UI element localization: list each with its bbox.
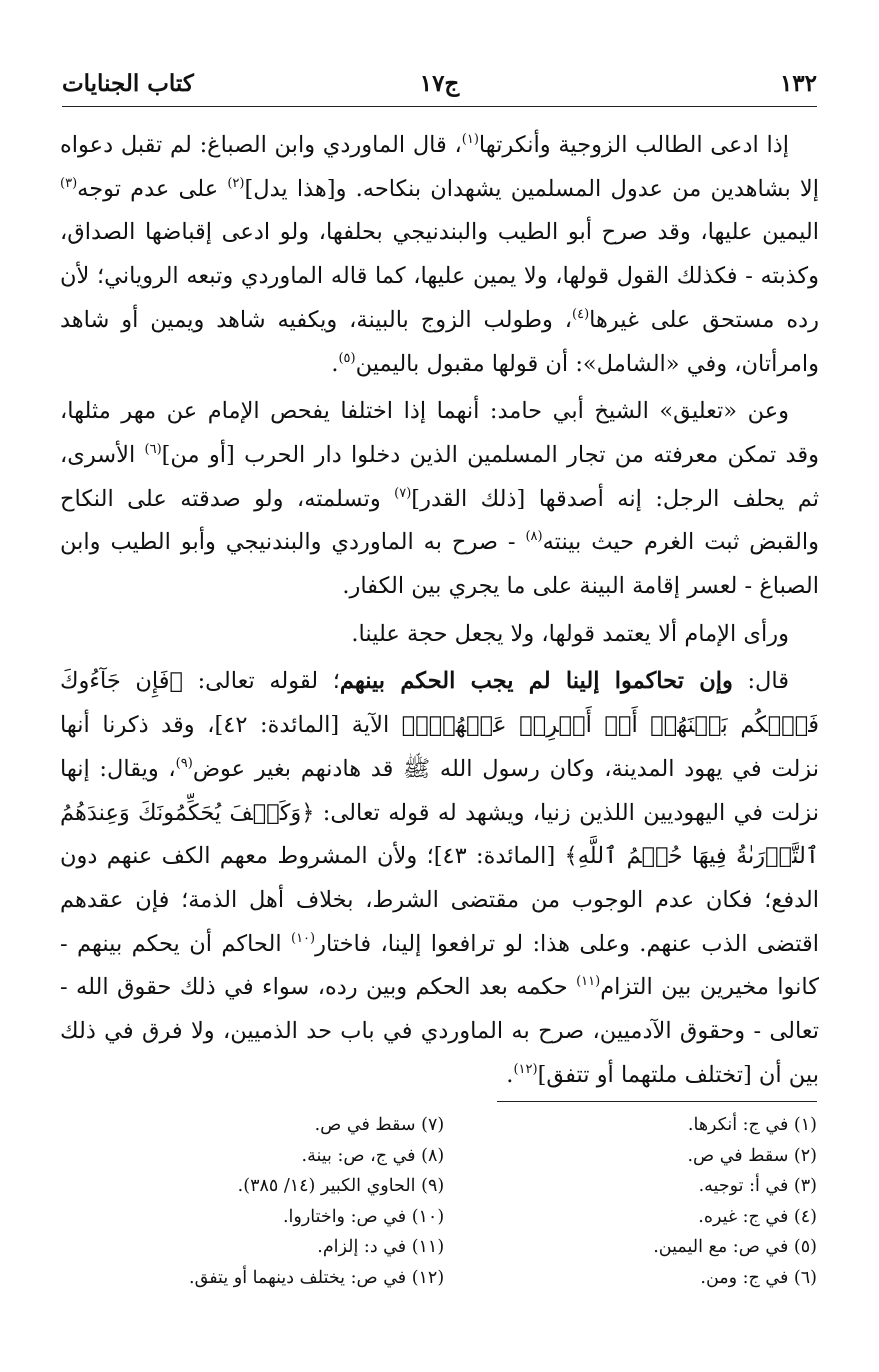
- matn-text: وإن تحاكموا إلينا لم يجب الحكم بينهم: [339, 668, 733, 695]
- book-title: كتاب الجنايات: [62, 70, 194, 97]
- footnote-ref: (٥): [338, 350, 356, 366]
- footnote: (١٠) في ص: واختاروا.: [282, 1206, 445, 1227]
- footnote-ref: (٤): [572, 306, 590, 322]
- footnote: (٦) في ج: ومن.: [700, 1267, 817, 1288]
- footnote: (٢) سقط في ص.: [687, 1145, 817, 1166]
- page-number: ١٣٢: [779, 70, 817, 97]
- footnote: (١) في ج: أنكرها.: [687, 1115, 817, 1135]
- footnote-divider: [497, 1101, 817, 1102]
- running-header: [62, 66, 817, 107]
- footnote-ref: (١٢): [513, 1061, 538, 1077]
- paragraph-4: قال: وإن تحاكموا إلينا لم يجب الحكم بينهم؛ لقوله تعالى: ﴿فَإِن جَآءُوكَ فَٱحۡكُم بَيۡنَهُمۡ أَوۡ أَعۡرِضۡ عَنۡهُمۡۖ﴾ الآية [المائدة: ٤٢]، وقد ذكرنا أنها نزلت في يهود المدينة، وكان رسول الله ﷺ قد هادنهم بغير عوض$^{(٩)}$، ويقال: إنها نزلت في اليهوديين اللذين زنيا، ويشهد له قوله تعالى: ﴿وَكَيۡفَ يُحَكِّمُونَكَ وَعِندَهُمُ ٱلتَّوۡرَىٰةُ فِيهَا حُكۡمُ ٱللَّهِ﴾ [المائدة: ٤٣]؛ ولأن المشروط معهم الكف عنهم دون الدفع؛ فكان عدم الوجوب من مقتضى الشرط، بخلاف أهل الذمة؛ فإن عقدهم اقتضى الذب عنهم. وعلى هذا: لو ترافعوا إلينا، فاختار$^{(١٠)}$ الحاكم أن يحكم بينهم - كانوا مخيرين بين التزام$^{(١١)}$ حكمه بعد الحكم وبين رده، سواء في ذلك حقوق الله - تعالى - وحقوق الآدميين، صرح به الماوردي في باب حد الذميين، ولا فرق في ذلك بين أن [تختلف ملتهما أو تتفق]$^{(١٢)}$.: [60, 668, 819, 1088]
- footnote-ref: (١): [461, 132, 479, 147]
- volume-number: ج١٧: [419, 70, 460, 97]
- footnote: (٧) سقط في ص.: [314, 1115, 445, 1135]
- footnote-ref: (١١): [576, 974, 601, 990]
- footnote-ref: (٣): [60, 175, 78, 191]
- footnote: (١٢) في ص: يختلف دينهما أو يتفق.: [189, 1267, 445, 1288]
- footnote: (٥) في ص: مع اليمين.: [653, 1237, 817, 1257]
- paragraph-1: إذا ادعى الطالب الزوجية وأنكرتها$^{(١)}$، قال الماوردي وابن الصباغ: لم تقبل دعواه إلا بشاهدين من عدول المسلمين يشهدان بنكاحه. و[هذا يدل]$^{(٢)}$ على عدم توجه$^{(٣)}$ اليمين عليها، وقد صرح أبو الطيب والبندنيجي بحلفها، ولو ادعى إقباضها الصداق، وكذبته - فكذلك القول قولها، ولا يمين عليها، كما قاله الماوردي وتبعه الروياني؛ لأن رده مستحق على غيرها$^{(٤)}$، وطولب الزوج بالبينة، ويكفيه شاهد ويمين أو شاهد وامرأتان، وفي «الشامل»: أن قولها مقبول باليمين$^{(٥)}$.: [60, 132, 819, 377]
- paragraph-3: ورأى الإمام ألا يعتمد قولها، ولا يجعل حجة علينا.: [351, 620, 789, 647]
- footnote: (٨) في ج، ص: بينة.: [301, 1145, 445, 1166]
- footnote-ref: (٩): [175, 755, 193, 771]
- footnotes-column-right: [487, 1110, 817, 1293]
- footnote: (٤) في ج: غيره.: [698, 1206, 817, 1227]
- footnote: (١١) في د: إلزام.: [317, 1237, 445, 1257]
- footnote: (٩) الحاوي الكبير (١٤/ ٣٨٥).: [237, 1176, 445, 1196]
- footnote-ref: (١٠): [290, 930, 316, 946]
- footnote-ref: (٦): [144, 441, 162, 457]
- footnote: (٣) في أ: توجيه.: [698, 1176, 817, 1196]
- footnote-ref: (٢): [227, 175, 245, 191]
- footnotes-column-left: [114, 1110, 444, 1293]
- footnote-ref: (٧): [394, 485, 412, 501]
- footnote-ref: (٨): [525, 529, 543, 545]
- paragraph-2: وعن «تعليق» الشيخ أبي حامد: أنهما إذا اختلفا يفحص الإمام عن مهر مثلها، وقد تمكن معرفته من تجار المسلمين الذين دخلوا دار الحرب [أو من]$^{(٦)}$ الأسرى، ثم يحلف الرجل: إنه أصدقها [ذلك القدر]$^{(٧)}$ وتسلمته، ولو صدقته على النكاح والقبض ثبت الغرم حيث بينته$^{(٨)}$ - صرح به الماوردي والبندنيجي وأبو الطيب وابن الصباغ - لعسر إقامة البينة على ما يجري بين الكفار.: [60, 398, 820, 600]
- main-text: [60, 124, 819, 1097]
